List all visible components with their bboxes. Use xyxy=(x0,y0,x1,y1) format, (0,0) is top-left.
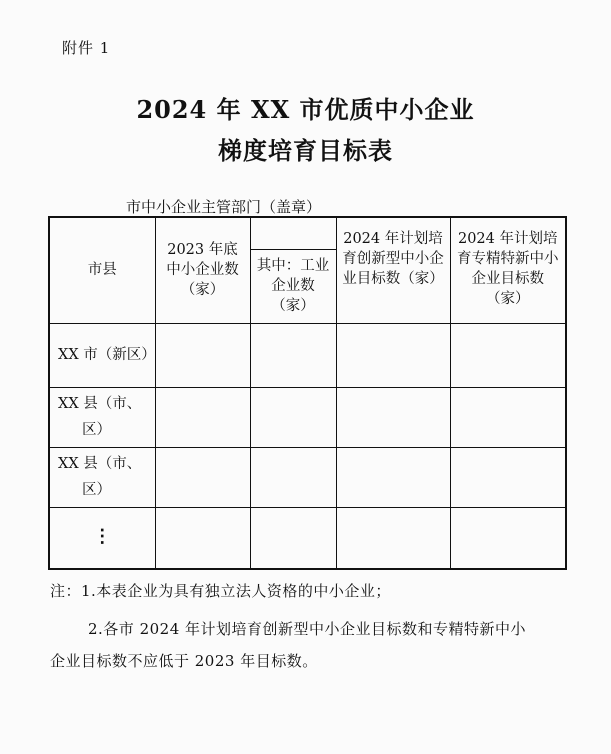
header-sme2023: 2023 年底中小企业数（家） xyxy=(155,217,250,323)
cell xyxy=(450,323,566,387)
header-industrial-top xyxy=(250,217,336,249)
cell xyxy=(336,447,450,507)
target-table xyxy=(48,216,567,570)
cell xyxy=(336,507,450,569)
cell xyxy=(155,447,250,507)
cell xyxy=(155,507,250,569)
header-county: 市县 xyxy=(49,217,155,323)
cell xyxy=(250,323,336,387)
dept-line xyxy=(58,196,321,217)
dept-label: 市中小企业主管部门（盖章） xyxy=(126,198,322,216)
cell xyxy=(250,507,336,569)
cell xyxy=(450,447,566,507)
cell xyxy=(450,507,566,569)
header-innovative2024: 2024 年计划培育创新型中小企业目标数（家） xyxy=(336,217,450,323)
cell xyxy=(155,323,250,387)
row-label: XX 县（市、 区） xyxy=(49,447,155,507)
header-specialized2024: 2024 年计划培育专精特新中小企业目标数（家） xyxy=(450,217,566,323)
dept-blank xyxy=(58,200,124,217)
cell xyxy=(250,387,336,447)
header-industrial: 其中：工业企业数（家） xyxy=(250,249,336,323)
cell xyxy=(450,387,566,447)
title-line-1: 2024 年 XX 市优质中小企业 xyxy=(136,95,475,124)
row-label: XX 县（市、 区） xyxy=(49,387,155,447)
cell xyxy=(336,323,450,387)
row-label: XX 市（新区） xyxy=(49,323,155,387)
cell xyxy=(336,387,450,447)
note-1: 注：1.本表企业为具有独立法人资格的中小企业； xyxy=(50,582,391,600)
note-3: 企业目标数不应低于 2023 年目标数。 xyxy=(50,652,318,670)
row-label-ellipsis: ⋮ xyxy=(49,507,155,569)
attachment-label: 附件 1 xyxy=(62,39,111,57)
note-2: 2.各市 2024 年计划培育创新型中小企业目标数和专精特新中小 xyxy=(88,620,527,638)
cell xyxy=(250,447,336,507)
cell xyxy=(155,387,250,447)
title-line-2: 梯度培育目标表 xyxy=(218,136,393,165)
